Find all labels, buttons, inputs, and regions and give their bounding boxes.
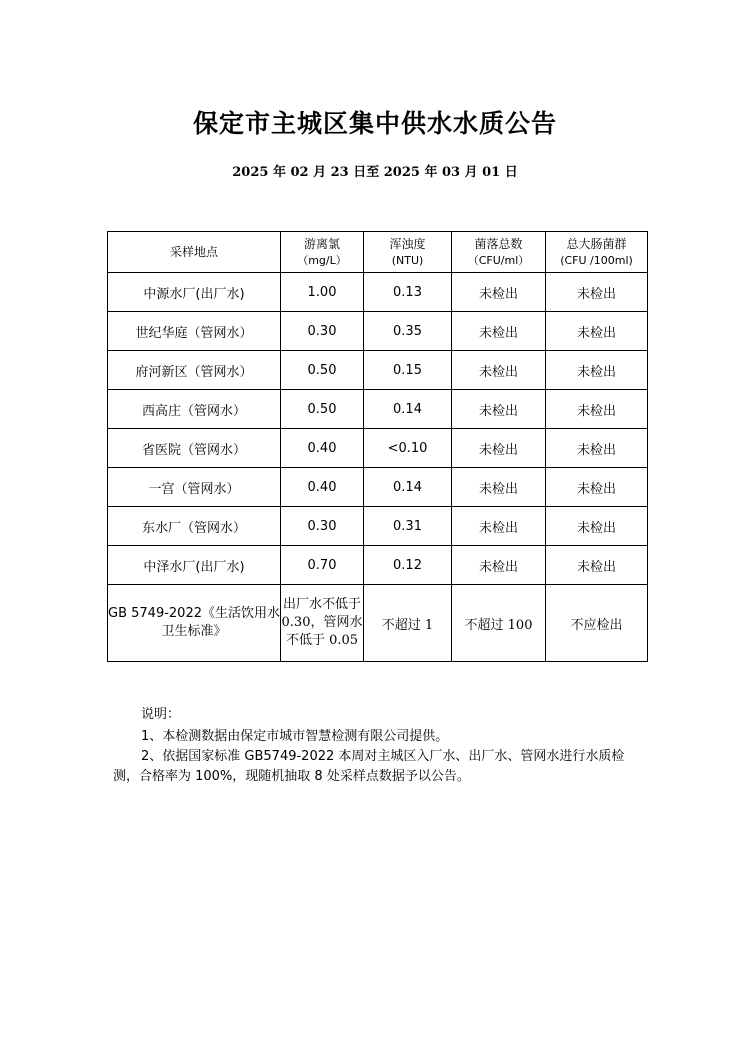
cell-chlorine: 0.30	[281, 312, 364, 351]
header-name: 菌落总数	[474, 236, 523, 251]
notes-section	[113, 705, 643, 787]
cell-location: 省医院（管网水）	[108, 429, 281, 468]
cell-coliforms: 未检出	[546, 468, 648, 507]
cell-turbidity: 0.31	[364, 507, 452, 546]
cell-turbidity: 0.12	[364, 546, 452, 585]
cell-location: 东水厂（管网水）	[108, 507, 281, 546]
cell-location: 西高庄（管网水）	[108, 390, 281, 429]
cell-coliforms: 未检出	[546, 546, 648, 585]
cell-turbidity: 0.13	[364, 273, 452, 312]
header-colonies	[452, 232, 546, 273]
cell-colonies: 未检出	[452, 273, 546, 312]
cell-coliforms: 未检出	[546, 429, 648, 468]
cell-colonies: 未检出	[452, 351, 546, 390]
cell-colonies: 未检出	[452, 468, 546, 507]
cell-chlorine: 0.30	[281, 507, 364, 546]
header-unit: （CFU/ml）	[467, 253, 530, 267]
cell-coliforms: 未检出	[546, 273, 648, 312]
cell-chlorine: 0.50	[281, 351, 364, 390]
cell-chlorine: 0.40	[281, 429, 364, 468]
cell-turbidity: 0.14	[364, 468, 452, 507]
table-row	[108, 546, 648, 585]
cell-coliforms: 未检出	[546, 312, 648, 351]
table-row	[108, 351, 648, 390]
header-unit: （mg/L）	[297, 253, 347, 267]
header-name: 总大肠菌群	[566, 236, 627, 251]
date-range: 2025 年 02 月 23 日至 2025 年 03 月 01 日	[232, 165, 518, 180]
cell-chlorine: 0.40	[281, 468, 364, 507]
header-coliforms	[546, 232, 648, 273]
header-name: 游离氯	[303, 236, 340, 251]
cell-colonies: 未检出	[452, 390, 546, 429]
cell-colonies: 未检出	[452, 507, 546, 546]
header-turbidity	[364, 232, 452, 273]
table-row	[108, 273, 648, 312]
standard-chlorine: 出厂水不低于 0.30，管网水不低于 0.05	[281, 585, 364, 662]
header-name: 采样地点	[169, 245, 218, 259]
cell-coliforms: 未检出	[546, 390, 648, 429]
note-item: 2、依据国家标准 GB5749-2022 本周对主城区入厂水、出厂水、管网水进行水质检测，合格率为 100%，现随机抽取 8 处采样点数据予以公告。	[113, 749, 625, 784]
cell-location: 中源水厂(出厂水)	[108, 273, 281, 312]
cell-chlorine: 0.50	[281, 390, 364, 429]
header-unit: (NTU)	[391, 253, 424, 267]
note-item: 1、本检测数据由保定市城市智慧检测有限公司提供。	[141, 729, 449, 744]
header-location	[108, 232, 281, 273]
table-header-row	[108, 232, 648, 273]
notes-heading: 说明：	[141, 707, 181, 722]
cell-location: 中泽水厂(出厂水)	[108, 546, 281, 585]
table-row	[108, 390, 648, 429]
cell-turbidity: 0.15	[364, 351, 452, 390]
cell-turbidity: <0.10	[364, 429, 452, 468]
table-row	[108, 468, 648, 507]
cell-location: 世纪华庭（管网水）	[108, 312, 281, 351]
water-quality-table	[107, 231, 648, 662]
cell-chlorine: 1.00	[281, 273, 364, 312]
header-name: 浑浊度	[389, 236, 426, 251]
standard-row	[108, 585, 648, 662]
page-title: 保定市主城区集中供水水质公告	[192, 109, 557, 138]
standard-name: GB 5749-2022《生活饮用水卫生标准》	[108, 585, 281, 662]
table-row	[108, 507, 648, 546]
standard-turbidity: 不超过 1	[364, 585, 452, 662]
cell-turbidity: 0.35	[364, 312, 452, 351]
table-row	[108, 312, 648, 351]
cell-location: 府河新区（管网水）	[108, 351, 281, 390]
standard-colonies: 不超过 100	[452, 585, 546, 662]
cell-colonies: 未检出	[452, 429, 546, 468]
header-unit: (CFU /100ml)	[560, 253, 633, 267]
cell-coliforms: 未检出	[546, 507, 648, 546]
cell-colonies: 未检出	[452, 546, 546, 585]
cell-chlorine: 0.70	[281, 546, 364, 585]
cell-turbidity: 0.14	[364, 390, 452, 429]
cell-colonies: 未检出	[452, 312, 546, 351]
table-row	[108, 429, 648, 468]
standard-coliforms: 不应检出	[546, 585, 648, 662]
cell-coliforms: 未检出	[546, 351, 648, 390]
header-chlorine	[281, 232, 364, 273]
cell-location: 一宫（管网水）	[108, 468, 281, 507]
